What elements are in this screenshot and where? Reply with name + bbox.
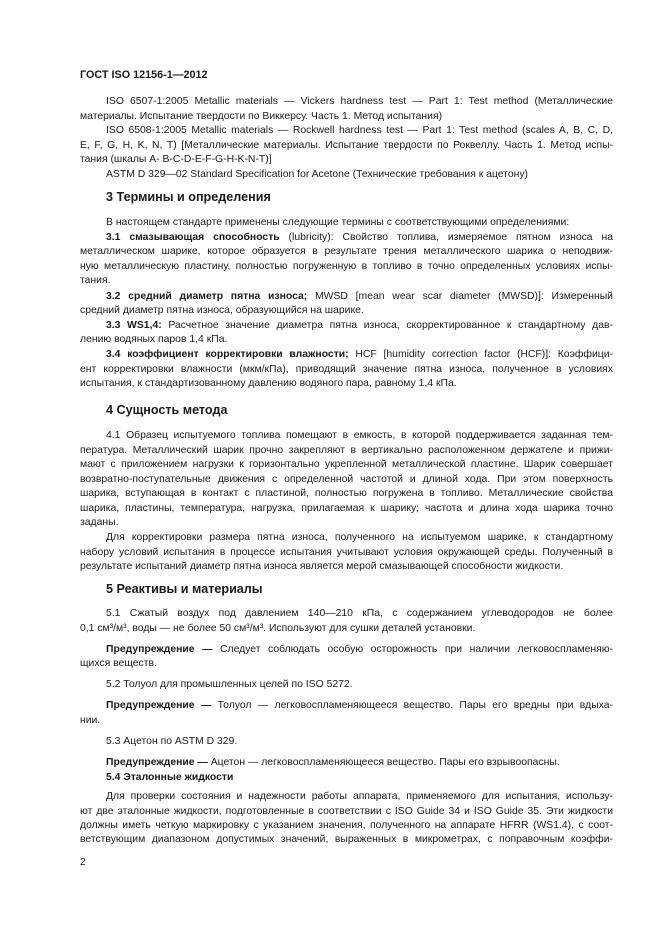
line-text: мают с приложением нагрузки к горизонтально укрепленной металлической пластине. Шарик совершает [80,459,613,470]
term-line [80,231,613,245]
term-line [80,304,613,318]
warning-line [80,714,613,728]
warning-line [80,643,613,657]
reference-line [80,95,613,109]
reference-line [80,168,613,182]
document-header: ГОСТ ISO 12156-1—2012 [80,69,208,81]
line-text: Расчетное значение диаметра пятна износа, скорректированное к стандартному дав- [161,320,613,331]
line-text: Толуол — легковоспламеняющееся вещество. Пары его вредны при вдыха- [211,700,613,711]
section-heading-3 [80,189,639,205]
line-text: 5.3 Ацетон по ASTM D 329. [106,736,238,747]
line-text: ветствующим диапазоном допустимых значений, выраженных в микрометрах, с поправочным коэффи- [80,834,613,845]
term-line [80,377,613,391]
bold-term: 3.3 WS1,4: [106,320,162,331]
line-text: тания. [80,275,111,286]
line-text: щихся веществ. [80,658,157,669]
paragraph-line [80,622,613,636]
line-text: ют две эталонные жидкости, подготовленные в соответствии с ISO Guide 34 и ISO Guide 35. Эти жидкости [80,806,613,817]
term-line [80,319,613,333]
paragraph-line [80,216,613,230]
line-text: 5 Реактивы и материалы [106,582,263,596]
subsection-heading [80,771,613,785]
warning-line [80,756,613,770]
line-text: тания (шкалы A- B-C-D-E-F-G-H-K-N-T)] [80,154,272,165]
reference-line [80,139,613,153]
line-text: возвратно-поступательные движения с определенной частотой и длиной хода. При этом поверхность [80,474,613,485]
paragraph-line [80,458,613,472]
paragraph-line [80,531,613,545]
section-heading-4 [80,402,639,418]
reference-line [80,153,613,167]
paragraph-line [80,546,613,560]
line-text: средний диаметр пятна износа, образующийся на шарике. [80,305,364,316]
term-line [80,348,613,362]
line-text: ент корректировки влажности (мкм/кПа), приводящий значение пятна износа, полученное в условиях [80,364,613,375]
line-text: заданы. [80,517,119,528]
line-text: E, F, G, H, K, N, T) [Металлические материалы. Испытание твердости по Роквеллу. Часть 1. Метод испы- [80,140,613,151]
line-text: 5.1 Сжатый воздух под давлением 140—210 кПа, с содержанием углеводородов не более [106,608,613,619]
bold-term: Предупреждение — [106,757,208,768]
line-text: нии. [80,715,101,726]
term-line [80,260,613,274]
line-text: Ацетон — легковоспламеняющееся вещество. Пары его взрывоопасны. [207,757,560,768]
term-line [80,363,613,377]
paragraph-line [80,607,613,621]
line-text: (lubricity): Свойство топлива, измеряемое пятном износа на [279,232,613,243]
line-text: HCF [humidity correction factor (HCF)]: Коэффици- [348,349,613,360]
bold-term: Предупреждение — [106,644,213,655]
line-text: MWSD [mean wear scar diameter (MWSD)]: Измеренный [307,291,613,302]
paragraph-line [80,805,613,819]
paragraph-line [80,833,613,847]
line-text: пература. Металлический шарик прочно закрепляют в вертикально расположенном держателе и прижи- [80,445,613,456]
paragraph-line [80,429,613,443]
bold-term: 5.4 Эталонные жидкости [106,772,234,783]
paragraph-line [80,790,613,804]
term-line [80,274,613,288]
term-line [80,290,613,304]
paragraph-line [80,560,613,574]
bold-term: 3.2 средний диаметр пятна износа; [106,291,308,302]
term-line [80,333,613,347]
line-text: 4.1 Образец испытуемого топлива помещают в емкость, в которой поддерживается заданная тем- [106,430,613,441]
line-text: 5.2 Толуол для промышленных целей по ISO 5272. [106,679,353,690]
line-text: Для проверки состояния и надежности работы аппарата, применяемого для испытания, использу- [106,791,613,802]
line-text: испытания, к стандартизованному давлению водяного пара, равному 1,4 кПа. [80,378,457,389]
line-text: 4 Сущность метода [106,403,228,417]
line-text: ASTM D 329—02 Standard Specification for Acetone (Технические требования к ацетону) [106,169,529,180]
warning-line [80,657,613,671]
warning-line [80,699,613,713]
paragraph-line [80,502,613,516]
line-text: лению водяных паров 1,4 кПа. [80,334,228,345]
line-text: материалы. Испытание твердости по Виккерсу. Часть 1. Метод испытания) [80,111,443,122]
line-text: должны иметь четкую маркировку с указанием значения, полученного на аппарате HFRR (WS1.4), с соот- [80,820,613,831]
section-heading-5 [80,581,639,597]
page-number: 2 [80,857,86,868]
term-line [80,245,613,259]
line-text: шарика, пластины, температура, нагрузка, прилагаемая к шарику; частота и длина хода шарика точно [80,503,613,514]
line-text: В настоящем стандарте применены следующие термины с соответствующими определениями: [106,217,570,228]
paragraph-line [80,735,613,749]
line-text: 3 Термины и определения [106,190,271,204]
line-text: металлическом шарике, которое образуется в результате трения металлического шарика о неподвиж- [80,246,613,257]
paragraph-line [80,444,613,458]
line-text: 0,1 см³/м³, воды — не более 50 см³/м³. Используют для сушки деталей установки. [80,623,476,634]
reference-line [80,124,613,138]
paragraph-line [80,487,613,501]
paragraph-line [80,819,613,833]
reference-line [80,110,613,124]
line-text: ную металлическую пластину, полностью погруженную в топливо в точно определенных условиях испы- [80,261,613,272]
paragraph-line [80,473,613,487]
bold-term: 3.1 смазывающая способность [106,232,280,243]
line-text: Следует соблюдать особую осторожность при наличии легковоспламеняю- [212,644,613,655]
paragraph-line [80,678,613,692]
paragraph-line [80,516,613,530]
line-text: результате испытаний диаметр пятна износа является мерой смазывающей способности жидкости. [80,561,564,572]
line-text: шарика, вступающая в контакт с пластиной, полностью погружена в топливо. Металлические свойства [80,488,613,499]
line-text: ISO 6507-1:2005 Metallic materials — Vickers hardness test — Part 1: Test method (Металлические [106,96,613,107]
line-text: Для корректировки размера пятна износа, полученного на испытуемом шарике, к стандартному [106,532,613,543]
bold-term: Предупреждение — [106,700,212,711]
line-text: набору условий испытания в процессе испытания учитывают условия окружающей среды. Полученный в [80,547,613,558]
line-text: ISO 6508-1:2005 Metallic materials — Rockwell hardness test — Part 1: Test method (scales A, B, C, D, [106,125,613,136]
bold-term: 3.4 коэффициент корректировки влажности; [106,349,349,360]
